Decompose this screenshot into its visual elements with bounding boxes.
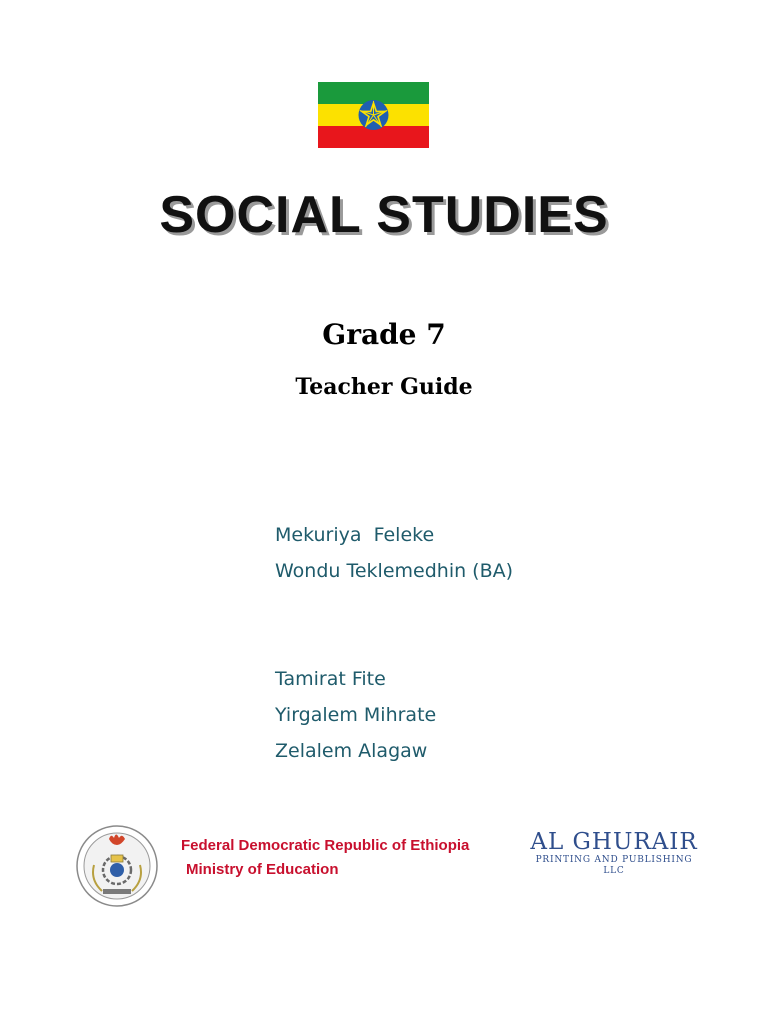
- ministry-name-line: Ministry of Education: [186, 861, 339, 878]
- editor-name: Zelalem Alagaw: [275, 740, 428, 762]
- book-title: SOCIAL STUDIES: [159, 186, 609, 244]
- ministry-block: [181, 834, 469, 882]
- publisher-tagline: PRINTING AND PUBLISHING LLC: [535, 855, 693, 876]
- ethiopian-flag-icon: [318, 82, 429, 148]
- editors-list: [275, 661, 436, 769]
- editor-name: Tamirat Fite: [275, 668, 386, 690]
- publisher-name: AL GHURAIR: [530, 829, 698, 855]
- grade-label: Grade 7: [322, 318, 446, 351]
- guide-type-label: Teacher Guide: [295, 374, 473, 400]
- author-name: Mekuriya Feleke: [275, 524, 435, 546]
- ministry-country-line: Federal Democratic Republic of Ethiopia: [181, 837, 470, 854]
- editor-name: Yirgalem Mihrate: [275, 704, 437, 726]
- authors-list: [275, 517, 513, 589]
- author-name: Wondu Teklemedhin (BA): [275, 560, 514, 582]
- publisher-logo: [528, 829, 700, 877]
- ministry-of-education-seal-icon: [76, 825, 158, 907]
